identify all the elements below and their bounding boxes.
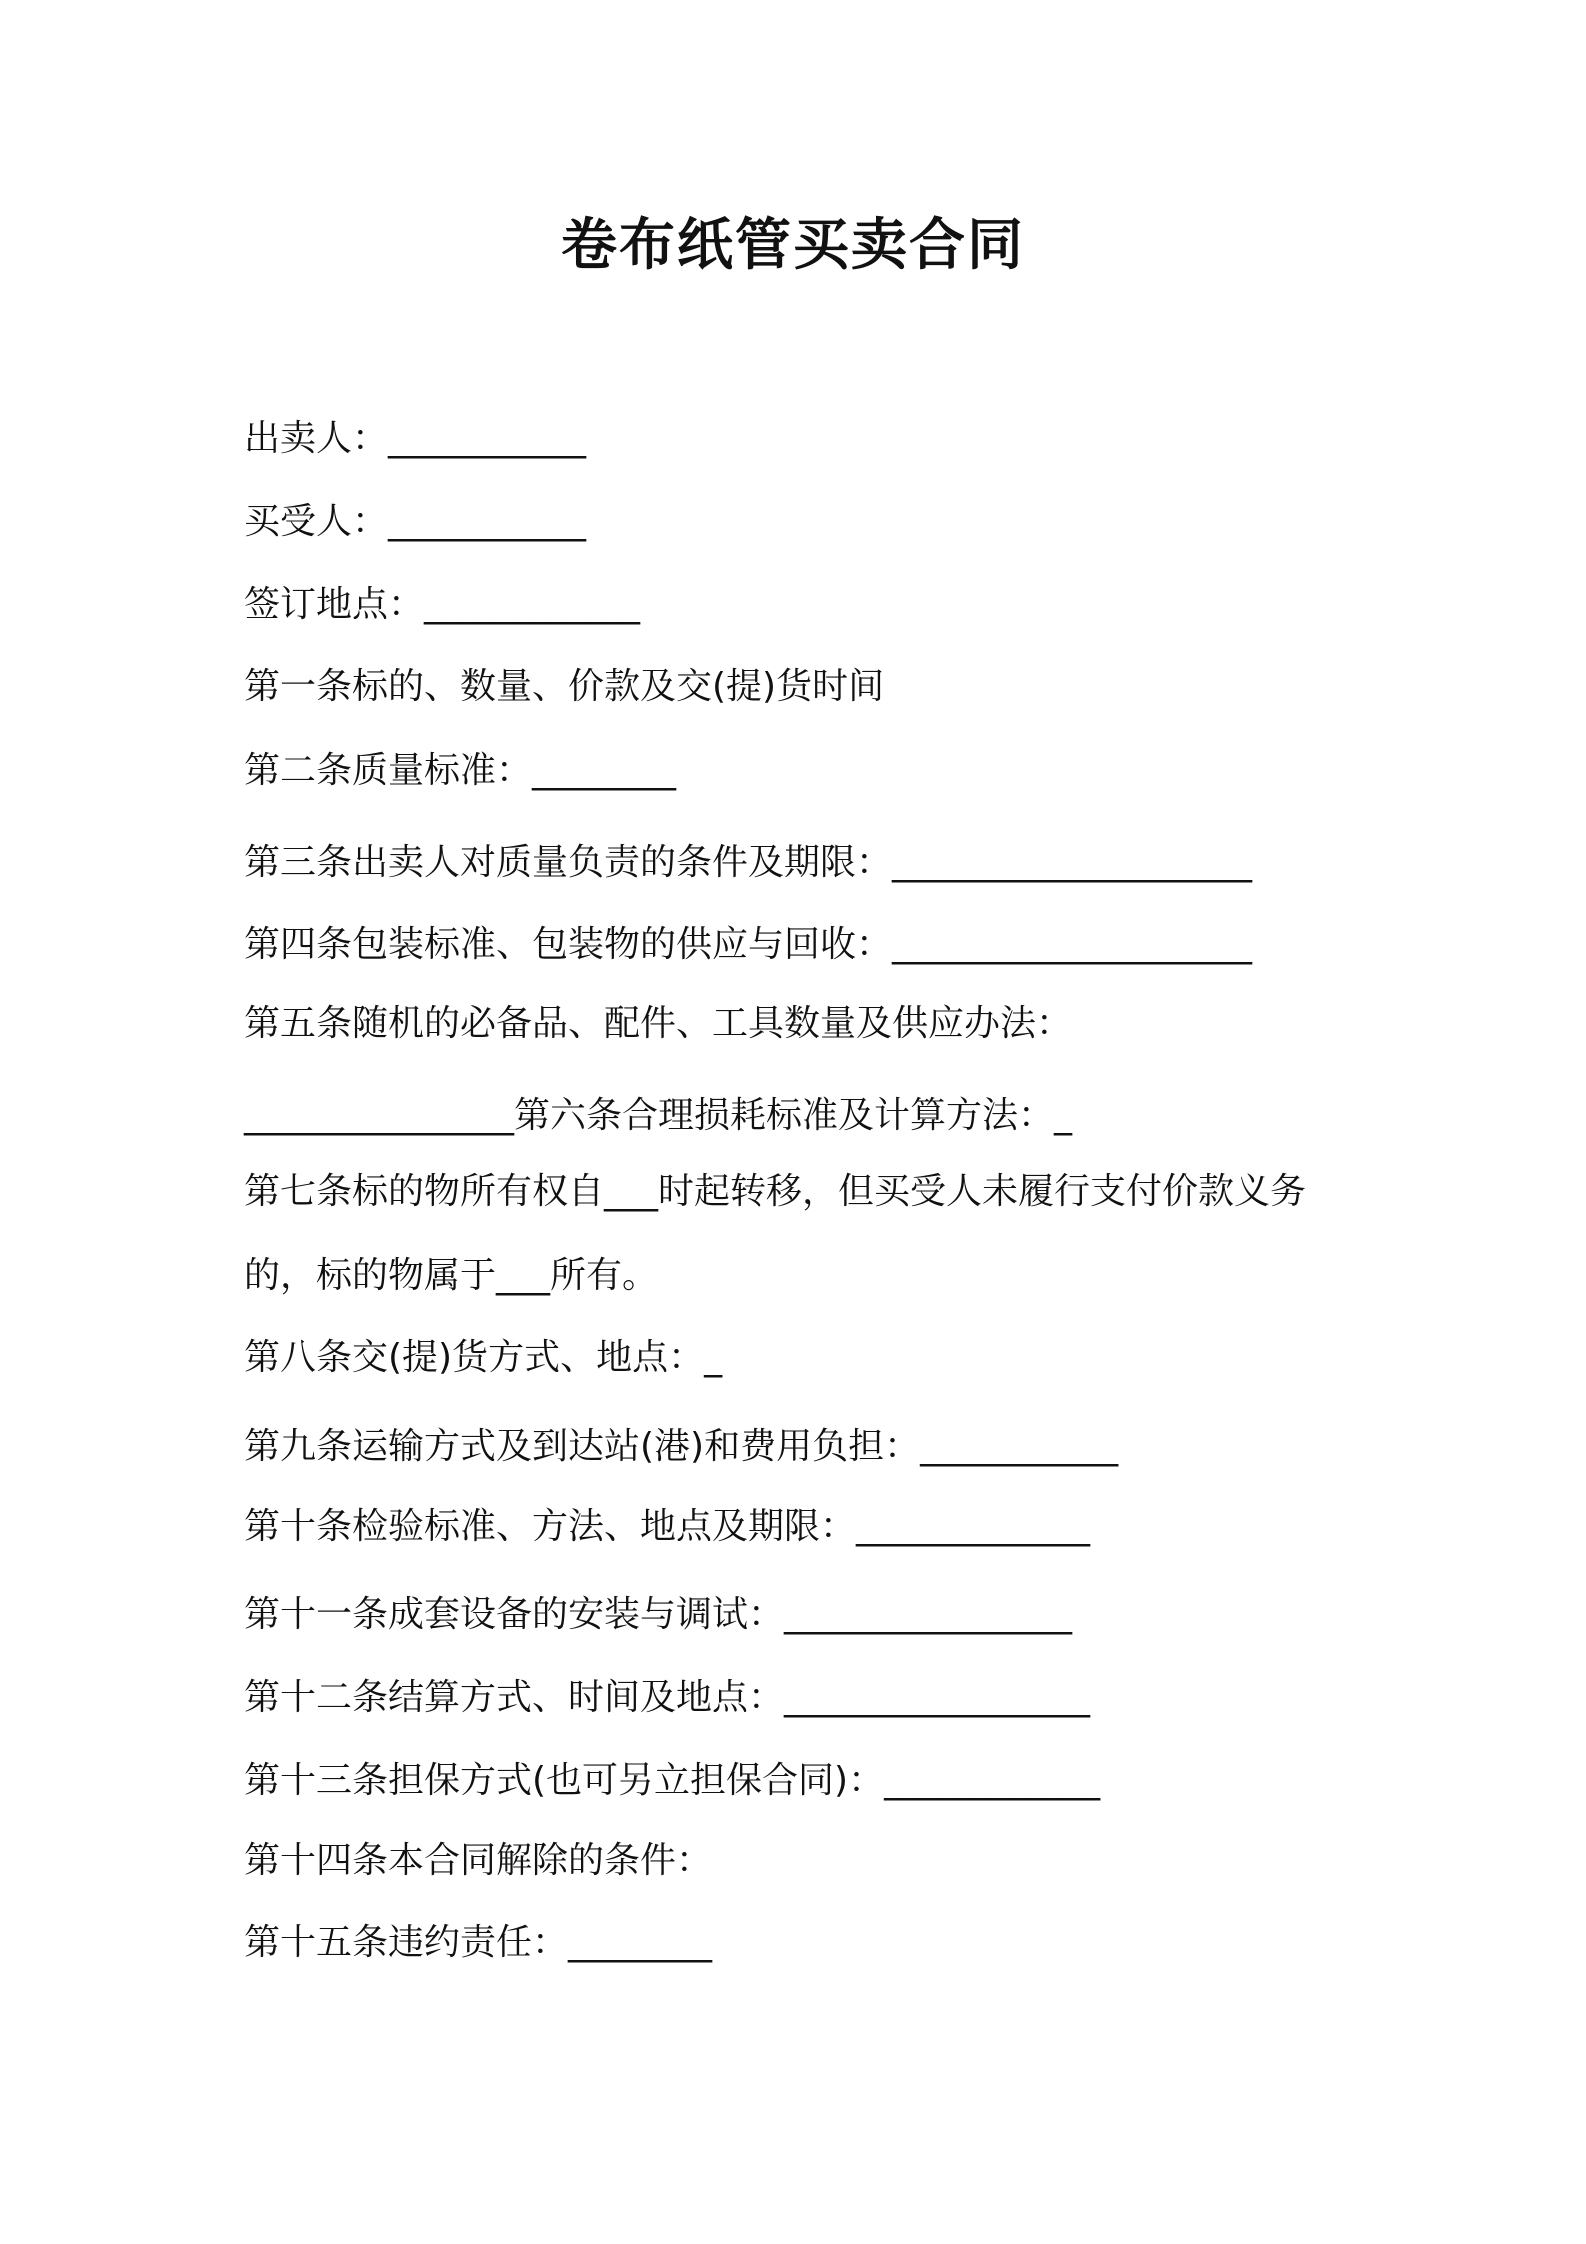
clause-9: 第九条运输方式及到达站(港)和费用负担：___________ (244, 1426, 1119, 1467)
clause-4: 第四条包装标准、包装物的供应与回收：____________________ (244, 924, 1253, 965)
seller-line: 出卖人：___________ (244, 418, 587, 459)
clause-12: 第十二条结算方式、时间及地点：_________________ (244, 1677, 1091, 1718)
clause-7: 第七条标的物所有权自___时起转移，但买受人未履行支付价款义务 (244, 1171, 1307, 1212)
clause-5-blank-and-clause-6: _______________第六条合理损耗标准及计算方法：_ (244, 1095, 1073, 1136)
clause-8: 第八条交(提)货方式、地点：_ (244, 1337, 723, 1378)
clause-10: 第十条检验标准、方法、地点及期限：_____________ (244, 1506, 1091, 1547)
clause-5: 第五条随机的必备品、配件、工具数量及供应办法： (244, 1003, 1073, 1044)
clause-11: 第十一条成套设备的安装与调试：________________ (244, 1594, 1073, 1635)
clause-14: 第十四条本合同解除的条件： (244, 1840, 713, 1881)
clause-1: 第一条标的、数量、价款及交(提)货时间 (244, 666, 885, 707)
clause-7-continued: 的，标的物属于___所有。 (244, 1255, 659, 1296)
clause-2: 第二条质量标准：________ (244, 750, 677, 791)
clause-15: 第十五条违约责任：________ (244, 1922, 713, 1963)
clause-13: 第十三条担保方式(也可另立担保合同)：____________ (244, 1760, 1101, 1801)
document-title: 卷布纸管买卖合同 (561, 213, 1025, 278)
clause-3: 第三条出卖人对质量负责的条件及期限：____________________ (244, 842, 1253, 883)
buyer-line: 买受人：___________ (244, 501, 587, 542)
signing-place-line: 签订地点：____________ (244, 584, 641, 625)
